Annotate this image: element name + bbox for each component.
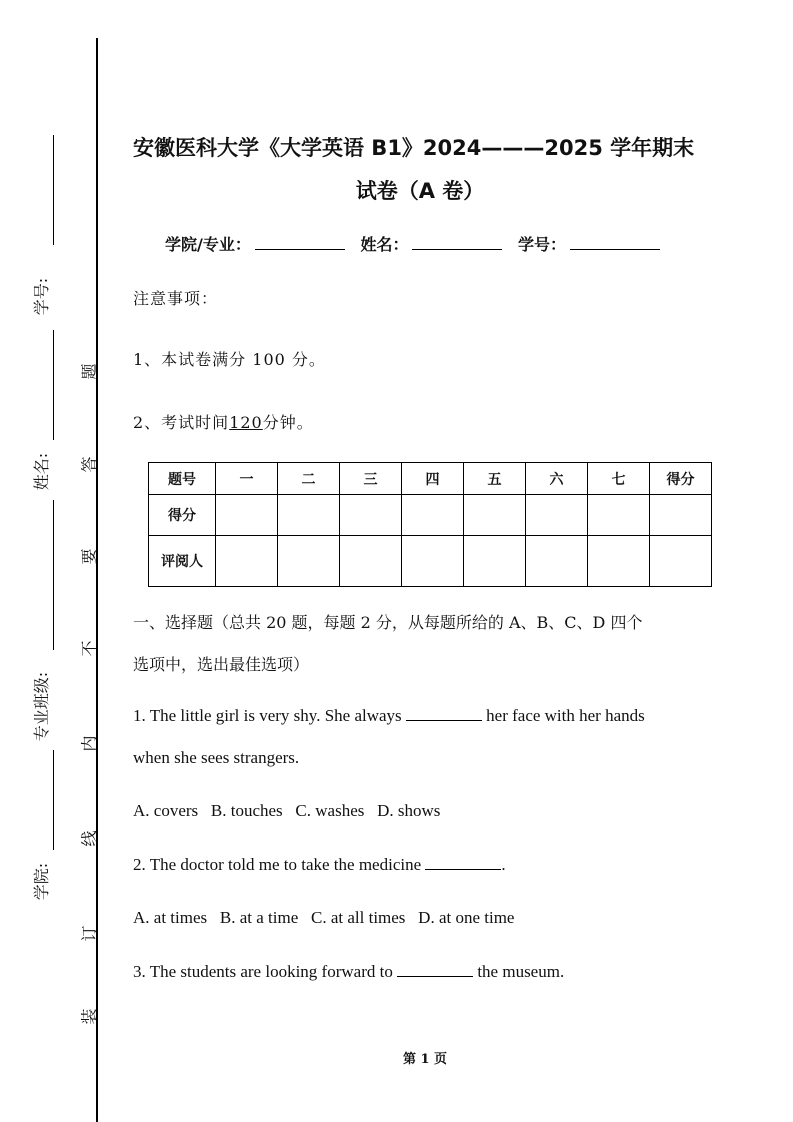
grader-cell[interactable] [402, 536, 464, 587]
question-stem: 3. The students are looking forward to [133, 962, 393, 981]
question-stem: 2. The doctor told me to take the medicine [133, 855, 422, 874]
row-label: 评阅人 [149, 536, 216, 587]
question-1-cont: when she sees strangers. [133, 748, 300, 767]
note-2 [133, 410, 314, 433]
header-cell: 四 [402, 463, 464, 495]
score-table [148, 462, 712, 587]
margin-line [53, 500, 54, 650]
seal-char: 内 [79, 735, 99, 752]
question-stem: the museum. [477, 962, 565, 981]
seal-char: 不 [79, 640, 99, 657]
question-1-options: A. covers B. touches C. washes D. shows [133, 801, 441, 820]
college-blank[interactable] [255, 235, 345, 250]
seal-char: 订 [79, 925, 99, 942]
score-cell[interactable] [402, 495, 464, 536]
score-cell[interactable] [340, 495, 402, 536]
grader-cell[interactable] [340, 536, 402, 587]
seal-char: 线 [79, 830, 99, 847]
seal-char: 装 [79, 1008, 99, 1025]
grader-cell[interactable] [650, 536, 712, 587]
header-cell: 二 [278, 463, 340, 495]
note-2-text: 2、考试时间 [133, 413, 230, 432]
question-1 [133, 706, 645, 726]
grader-cell[interactable] [526, 536, 588, 587]
margin-line [53, 330, 54, 440]
row-label: 得分 [149, 495, 216, 536]
answer-blank[interactable] [406, 706, 482, 721]
section-1-instructions-1: 一、选择题（总共 20 题，每题 2 分，从每题所给的 A、B、C、D 四个 [133, 613, 643, 632]
note-2-suffix: 分钟。 [262, 413, 314, 432]
score-cell[interactable] [464, 495, 526, 536]
seal-char: 要 [79, 548, 99, 565]
score-cell[interactable] [588, 495, 650, 536]
question-stem: 1. The little girl is very shy. She always [133, 706, 402, 725]
grader-cell[interactable] [278, 536, 340, 587]
seal-char: 答 [79, 456, 99, 473]
header-cell: 三 [340, 463, 402, 495]
score-cell[interactable] [278, 495, 340, 536]
title-line-2: 试卷（A 卷） [355, 179, 485, 203]
score-cell[interactable] [216, 495, 278, 536]
seal-char: 题 [79, 363, 99, 380]
page-number: 第 1 页 [402, 1052, 448, 1067]
header-cell: 题号 [149, 463, 216, 495]
student-info [165, 232, 670, 255]
margin-class-label: 专业班级: [32, 671, 52, 742]
college-label: 学院/专业： [165, 235, 251, 254]
question-2-options: A. at times B. at a time C. at all times D. at one time [133, 908, 515, 927]
margin-college-label: 学院: [32, 862, 52, 901]
answer-blank[interactable] [425, 855, 501, 870]
id-blank[interactable] [570, 235, 660, 250]
margin-line [53, 750, 54, 850]
grader-cell[interactable] [216, 536, 278, 587]
question-2 [133, 855, 506, 875]
header-cell: 六 [526, 463, 588, 495]
grader-cell[interactable] [464, 536, 526, 587]
exam-duration: 120 [229, 413, 263, 432]
score-cell[interactable] [526, 495, 588, 536]
question-3 [133, 962, 564, 982]
header-cell: 七 [588, 463, 650, 495]
name-blank[interactable] [412, 235, 502, 250]
name-label: 姓名： [360, 235, 409, 254]
margin-id-label: 学号: [32, 277, 52, 316]
score-cell[interactable] [650, 495, 712, 536]
section-1-instructions-2: 选项中，选出最佳选项） [133, 655, 310, 674]
grader-cell[interactable] [588, 536, 650, 587]
header-cell: 一 [216, 463, 278, 495]
header-cell: 五 [464, 463, 526, 495]
note-1: 1、本试卷满分 100 分。 [133, 350, 326, 369]
title-line-1: 安徽医科大学《大学英语 B1》2024———2025 学年期末 [133, 136, 695, 160]
margin-name-label: 姓名: [32, 452, 52, 491]
question-stem: her face with her hands [486, 706, 645, 725]
answer-blank[interactable] [397, 962, 473, 977]
question-stem: . [501, 855, 506, 874]
header-cell: 得分 [650, 463, 712, 495]
notes-heading: 注意事项： [133, 289, 219, 308]
id-label: 学号： [518, 235, 567, 254]
